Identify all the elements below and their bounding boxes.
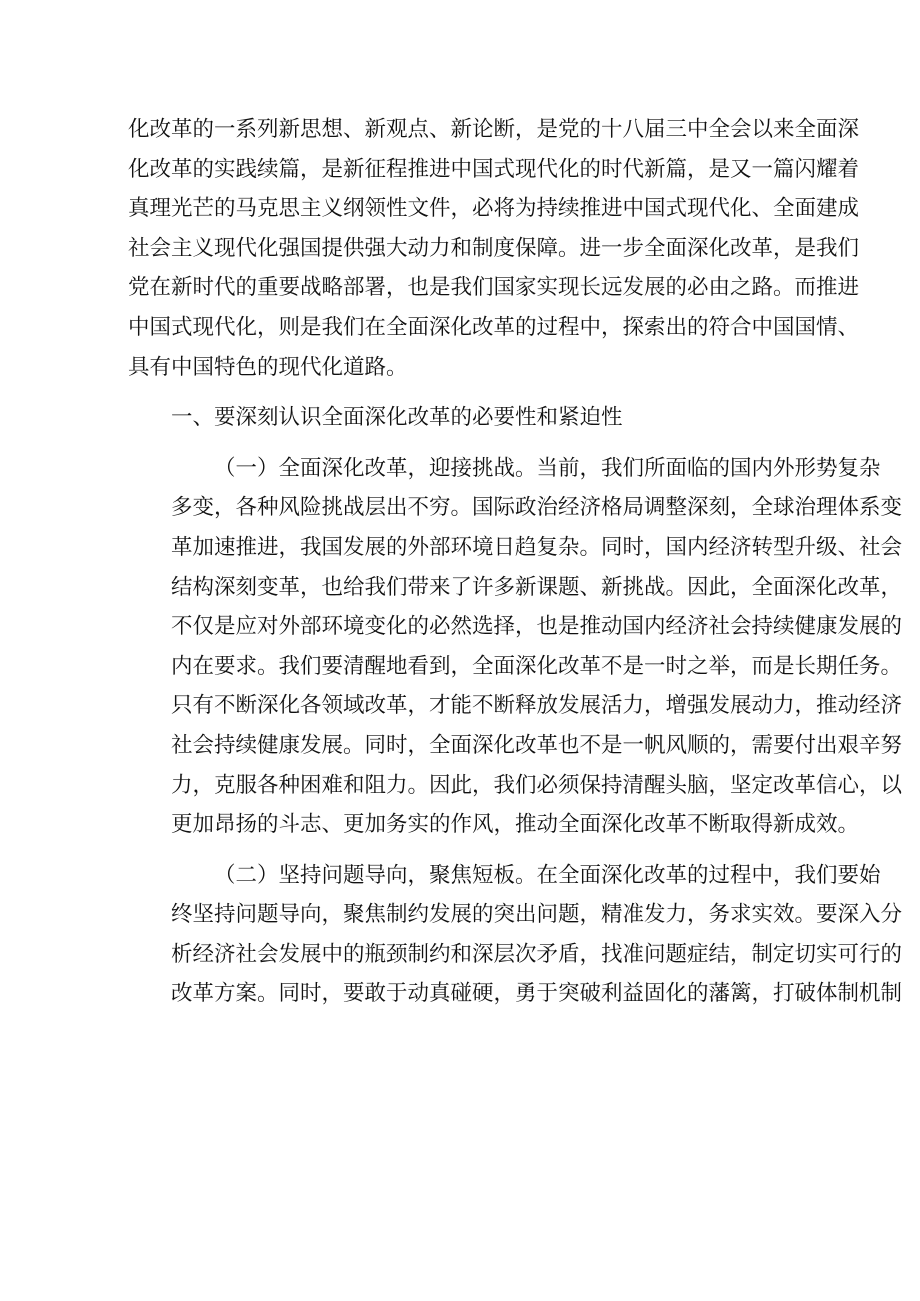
text-line: 革加速推进，我国发展的外部环境日趋复杂。同时，国内经济转型升级、社会 (171, 534, 903, 560)
text-line: 社会主义现代化强国提供强大动力和制度保障。进一步全面深化改革，是我们 (128, 235, 860, 261)
text-line: 真理光芒的马克思主义纲领性文件，必将为持续推进中国式现代化、全面建成 (128, 196, 860, 222)
text-line: 只有不断深化各领域改革，才能不断释放发展活力，增强发展动力，推动经济 (171, 693, 903, 719)
text-line: 党在新时代的重要战略部署，也是我们国家实现长远发展的必由之路。而推进 (128, 275, 860, 301)
text-line: 更加昂扬的斗志、更加务实的作风，推动全面深化改革不断取得新成效。 (171, 812, 860, 838)
text-line: 内在要求。我们要清醒地看到，全面深化改革不是一时之举，而是长期任务。 (171, 653, 903, 679)
paragraph-subsection-2 (128, 856, 903, 1014)
text-line: 析经济社会发展中的瓶颈制约和深层次矛盾，找准问题症结，制定切实可行的 (171, 941, 903, 967)
paragraph-subsection-1 (128, 449, 903, 845)
document-body (128, 110, 903, 1014)
text-line: 不仅是应对外部环境变化的必然选择，也是推动国内经济社会持续健康发展的 (171, 614, 903, 640)
text-line: 化改革的一系列新思想、新观点、新论断，是党的十八届三中全会以来全面深 (128, 117, 860, 142)
text-line: （二）坚持问题导向，聚焦短板。在全面深化改革的过程中，我们要始 (214, 862, 881, 888)
text-line: （一）全面深化改革，迎接挑战。当前，我们所面临的国内外形势复杂 (214, 455, 881, 481)
text-line: 力，克服各种困难和阻力。因此，我们必须保持清醒头脑，坚定改革信心，以 (171, 772, 903, 798)
text-line: 化改革的实践续篇，是新征程推进中国式现代化的时代新篇，是又一篇闪耀着 (128, 156, 860, 182)
text-line: 具有中国特色的现代化道路。 (128, 354, 408, 380)
text-line: 中国式现代化，则是我们在全面深化改革的过程中，探索出的符合中国国情、 (128, 314, 860, 340)
text-line: 终坚持问题导向，聚焦制约发展的突出问题，精准发力，务求实效。要深入分 (171, 902, 903, 928)
text-line: 社会持续健康发展。同时，全面深化改革也不是一帆风顺的，需要付出艰辛努 (171, 732, 903, 758)
text-line: 改革方案。同时，要敢于动真碰硬，勇于突破利益固化的藩篱，打破体制机制 (171, 981, 903, 1007)
section-heading-text: 一、要深刻认识全面深化改革的必要性和紧迫性 (171, 405, 623, 431)
text-line: 多变，各种风险挑战层出不穷。国际政治经济格局调整深刻，全球治理体系变 (171, 495, 903, 521)
text-line: 结构深刻变革，也给我们带来了许多新课题、新挑战。因此，全面深化改革， (171, 574, 903, 600)
paragraph-continuation (128, 110, 860, 387)
section-heading (128, 398, 798, 438)
